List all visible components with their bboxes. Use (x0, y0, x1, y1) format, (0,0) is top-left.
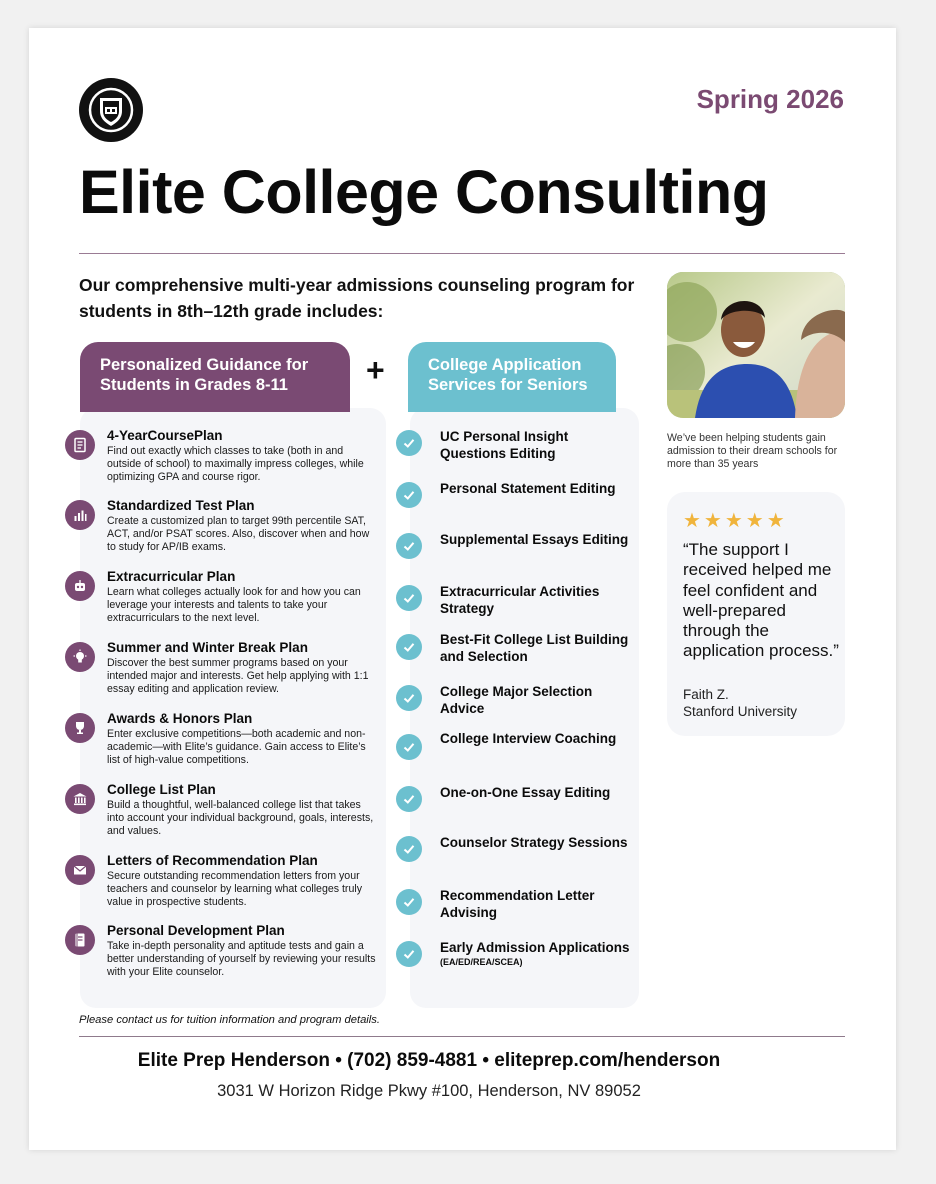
guidance-item-title: Personal Development Plan (107, 923, 285, 938)
senior-service-label: Early Admission Applications (440, 940, 630, 955)
guidance-item-desc: Learn what colleges actually look for and how you can leverage your interests and talents to take your extracurriculars to the next level. (107, 586, 361, 624)
divider (79, 253, 845, 254)
check-icon (396, 585, 422, 611)
senior-service-label-wrap (440, 939, 630, 968)
seniors-tab: College Application Services for Seniors (408, 342, 616, 412)
guidance-item-desc: Create a customized plan to target 99th percentile SAT, ACT, and/or PSAT scores. Also, discover when and how to study for AP/IB exams. (107, 515, 370, 553)
plus-sign: + (366, 352, 385, 388)
shield-logo-icon (79, 78, 143, 142)
edition-label: Spring 2026 (696, 84, 844, 114)
contact-line: Elite Prep Henderson • (702) 859-4881 • eliteprep.com/henderson (137, 1050, 721, 1071)
notebook-icon (65, 925, 95, 955)
senior-service-label: Counselor Strategy Sessions (440, 835, 628, 850)
guidance-item-title: 4-YearCoursePlan (107, 428, 223, 443)
guidance-item-title: Summer and Winter Break Plan (107, 640, 308, 655)
guidance-tab: Personalized Guidance for Students in Grades 8-11 (80, 342, 350, 412)
guidance-item-desc: Find out exactly which classes to take (both in and outside of school) to maximally impress colleges, while optimizing GPA and course rigor. (107, 445, 364, 483)
address-line: 3031 W Horizon Ridge Pkwy #100, Henderson, NV 89052 (217, 1082, 641, 1100)
tuition-note: Please contact us for tuition information and program details. (79, 1014, 380, 1026)
senior-service-label: Best-Fit College List Building and Selection (440, 632, 629, 664)
senior-service-label: College Interview Coaching (440, 731, 617, 746)
photo-caption: We’ve been helping students gain admission to their dream schools for more than 35 years (667, 432, 838, 470)
guidance-item-title: Letters of Recommendation Plan (107, 853, 318, 868)
check-icon (396, 889, 422, 915)
guidance-item-title: College List Plan (107, 782, 216, 797)
author-name: Faith Z. (683, 687, 729, 702)
senior-service-label: One-on-One Essay Editing (440, 785, 611, 800)
senior-service-label: Recommendation Letter Advising (440, 888, 595, 920)
student-photo (667, 272, 845, 418)
guidance-item-title: Awards & Honors Plan (107, 711, 253, 726)
check-icon (396, 734, 422, 760)
page-title: Elite College Consulting (79, 158, 769, 226)
guidance-item-desc: Secure outstanding recommendation letters from your teachers and counselor by learning what colleges truly value in prospective students. (107, 870, 362, 908)
senior-service-label: Extracurricular Activities Strategy (440, 584, 600, 616)
chart-icon (65, 500, 95, 530)
trophy-icon (65, 713, 95, 743)
senior-service-label: UC Personal Insight Questions Editing (440, 429, 569, 461)
check-icon (396, 685, 422, 711)
guidance-item-title: Standardized Test Plan (107, 498, 255, 513)
testimonial-card (667, 492, 845, 736)
guidance-item-title: Extracurricular Plan (107, 569, 236, 584)
check-icon (396, 786, 422, 812)
guidance-item-desc: Enter exclusive competitions—both academic and non-academic—with Elite’s guidance. Gain access to Elite’s list of high-value competitions. (107, 728, 366, 766)
star-rating-icon: ★★★★★ (683, 510, 788, 532)
senior-service-label: Supplemental Essays Editing (440, 532, 629, 547)
university-icon (65, 784, 95, 814)
senior-service-sublabel: (EA/ED/REA/SCEA) (440, 957, 523, 967)
flyer-page (29, 28, 896, 1150)
check-icon (396, 533, 422, 559)
check-icon (396, 430, 422, 456)
author-school: Stanford University (683, 704, 798, 719)
check-icon (396, 836, 422, 862)
testimonial-quote: “The support I received helped me feel confident and well-prepared through the application process.” (683, 540, 839, 661)
envelope-icon (65, 855, 95, 885)
testimonial-author (683, 686, 797, 720)
check-icon (396, 482, 422, 508)
guidance-item-desc: Build a thoughtful, well-balanced college list that takes into account your individual background, goals, interests, and values. (107, 799, 374, 837)
robot-icon (65, 571, 95, 601)
lightbulb-icon (65, 642, 95, 672)
check-icon (396, 634, 422, 660)
senior-service-label: College Major Selection Advice (440, 684, 593, 716)
intro-text: Our comprehensive multi-year admissions counseling program for students in 8th–12th grade includes: (79, 275, 635, 321)
check-icon (396, 941, 422, 967)
planner-icon (65, 430, 95, 460)
senior-service-label: Personal Statement Editing (440, 481, 616, 496)
guidance-item-desc: Take in-depth personality and aptitude tests and gain a better understanding of yourself by reviewing your results with your Elite counselor. (107, 940, 376, 978)
divider (79, 1036, 845, 1037)
guidance-item-desc: Discover the best summer programs based on your intended major and interests. Get help applying with 1:1 essay editing and application review. (107, 657, 369, 695)
